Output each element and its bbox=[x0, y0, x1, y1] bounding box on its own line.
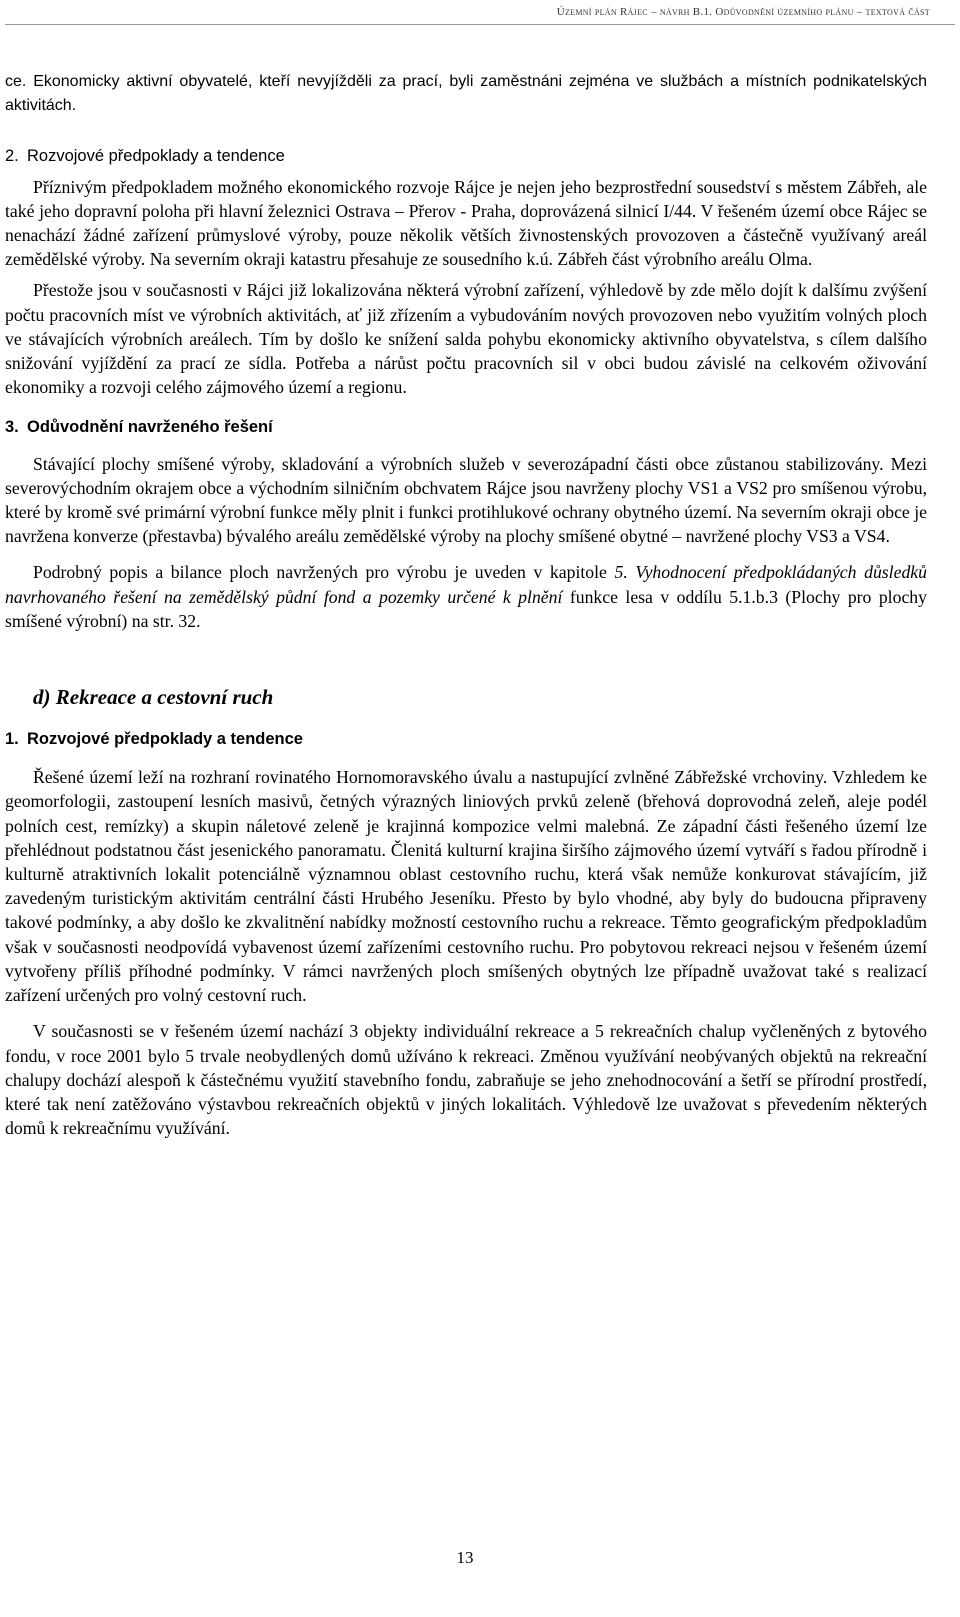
heading-number: 3. bbox=[5, 418, 19, 437]
chapter-reference: 5. Vyhodnocení předpokládaných důsledků navrhovaného řešení na zemědělský půdní fond a pozemky určené k plnění bbox=[5, 562, 927, 607]
paragraph-3a: Stávající plochy smíšené výroby, skladování a výrobních služeb v severozápadní části obce zůstanou stabilizovány. Mezi severovýchodním okrajem obce a východním silničním obchvatem Rájce jsou navrženy plochy VS1 a VS2 pro smíšenou výrobu, které by kromě své primární výrobní funkce měly plnit i funkci protihlukové ochrany obytného území. Na severním okraji obce je navržena konverze (přestavba) bývalého areálu zemědělské výroby na plochy smíšené obytné – navržené plochy VS3 a VS4. bbox=[5, 453, 927, 547]
header-rule bbox=[5, 24, 955, 25]
heading-number: 1. bbox=[5, 730, 19, 749]
heading-number: 2. bbox=[5, 147, 19, 166]
heading-text: Rozvojové předpoklady a tendence bbox=[27, 730, 303, 749]
paragraph-2a: Příznivým předpokladem možného ekonomického rozvoje Rájce je nejen jeho bezprostřední sousedství s městem Zábřeh, ale také jeho dopravní poloha při hlavní železnici Ostrava – Přerov - Praha, doprovázená silnicí I/44. V řešeném území obce Rájec se nenachází žádné zařízení průmyslové výroby, pouze několik větších živnostenských provozoven a částečně využívaný areál zemědělské výroby. Na severním okraji katastru přesahuje ze sousedního k.ú. Zábřeh část výrobního areálu Olma. bbox=[5, 176, 927, 270]
paragraph-d1b: V současnosti se v řešeném území nachází 3 objekty individuální rekreace a 5 rekreačních chalup vyčleněných z bytového fondu, v roce 2001 bylo 5 trvale neobydlených domů užíváno k rekreaci. Změnou využívání neobývaných objektů na rekreační chalupy dochází alespoň k částečnému využití stavebního fondu, zabraňuje se jeho znehodnocování a šetří se přírodní prostředí, které tak není zatěžováno výstavbou rekreačních objektů v jiných lokalitách. Výhledově lze uvažovat s převedením některých domů k rekreačnímu využívání. bbox=[5, 1021, 927, 1139]
paragraph-3b-text: Podrobný popis a bilance ploch navržených pro výrobu je uveden v kapitole bbox=[33, 562, 615, 583]
heading-2 bbox=[5, 144, 927, 168]
heading-text: Odůvodnění navrženého řešení bbox=[27, 418, 273, 437]
running-header: Územní plán Rájec – návrh B.1. Odůvodnění územního plánu – textová část bbox=[556, 6, 930, 18]
paragraph-3b-tail: funkce lesa v oddílu 5.1.b.3 (Plochy pro plochy smíšené výrobní) na str. 32. bbox=[5, 586, 927, 631]
paragraph-3b bbox=[5, 560, 927, 633]
heading-d1 bbox=[5, 727, 927, 751]
heading-3 bbox=[5, 415, 927, 439]
document-body bbox=[5, 70, 927, 1140]
section-title-d: d) Rekreace a cestovní ruch bbox=[33, 685, 274, 710]
paragraph-intro: ce. Ekonomicky aktivní obyvatelé, kteří nevyjížděli za prací, byli zaměstnáni zejména ve službách a místních podnikatelských aktivitách. bbox=[5, 73, 927, 115]
heading-text: Rozvojové předpoklady a tendence bbox=[27, 147, 285, 166]
paragraph-d1a: Řešené území leží na rozhraní rovinatého Hornomoravského úvalu a nastupující zvlněné Zábřežské vrchoviny. Vzhledem ke geomorfologii, zastoupení lesních masivů, četných výrazných liniových prvků zeleně (břehová doprovodná zeleň, aleje podél polních cest, remízky) a skupin náletové zeleně je krajinná kompozice velmi malebná. Ze západní části řešeného území lze přehlédnout podstatnou část jesenického panoramatu. Členitá kulturní krajina širšího zájmového území vytváří s řadou přírodně i kulturně atraktivních lokalit potenciálně významnou oblast cestovního ruchu, která však nemůže konkurovat stávajícím, již zavedeným turistickým aktivitám centrální části Hrubého Jeseníku. Přesto by bylo vhodné, aby byly do budoucna připraveny takové podmínky, a aby došlo ke zkvalitnění nabídky možností cestovního ruchu a rekreace. Těmto geografickým předpokladům však v současnosti neodpovídá vybavenost území zařízeními cestovního ruchu. Pro pobytovou rekreaci nejsou v řešeném území vytvořeny příliš příhodné podmínky. V rámci navržených ploch smíšených obytných lze případně uvažovat také s realizací zařízení určených pro volný cestovní ruch. bbox=[5, 767, 927, 1006]
paragraph-2b: Přestože jsou v současnosti v Rájci již lokalizována některá výrobní zařízení, výhledově by zde mělo dojít k dalšímu zvýšení počtu pracovních míst ve výrobních aktivitách, ať již zřízením a vybudováním nových provozoven nebo využitím volných ploch ve stávajících výrobních areálech. Tím by došlo ke snížení salda pohybu ekonomicky aktivního obyvatelstva, s cílem dalšího snižování vyjíždění za prací ze sídla. Potřeba a nárůst počtu pracovních sil v obci budou závislé na celkovém oživování ekonomiky a rozvoji celého zájmového území a regionu. bbox=[5, 280, 927, 398]
page-number: 13 bbox=[456, 1548, 474, 1567]
